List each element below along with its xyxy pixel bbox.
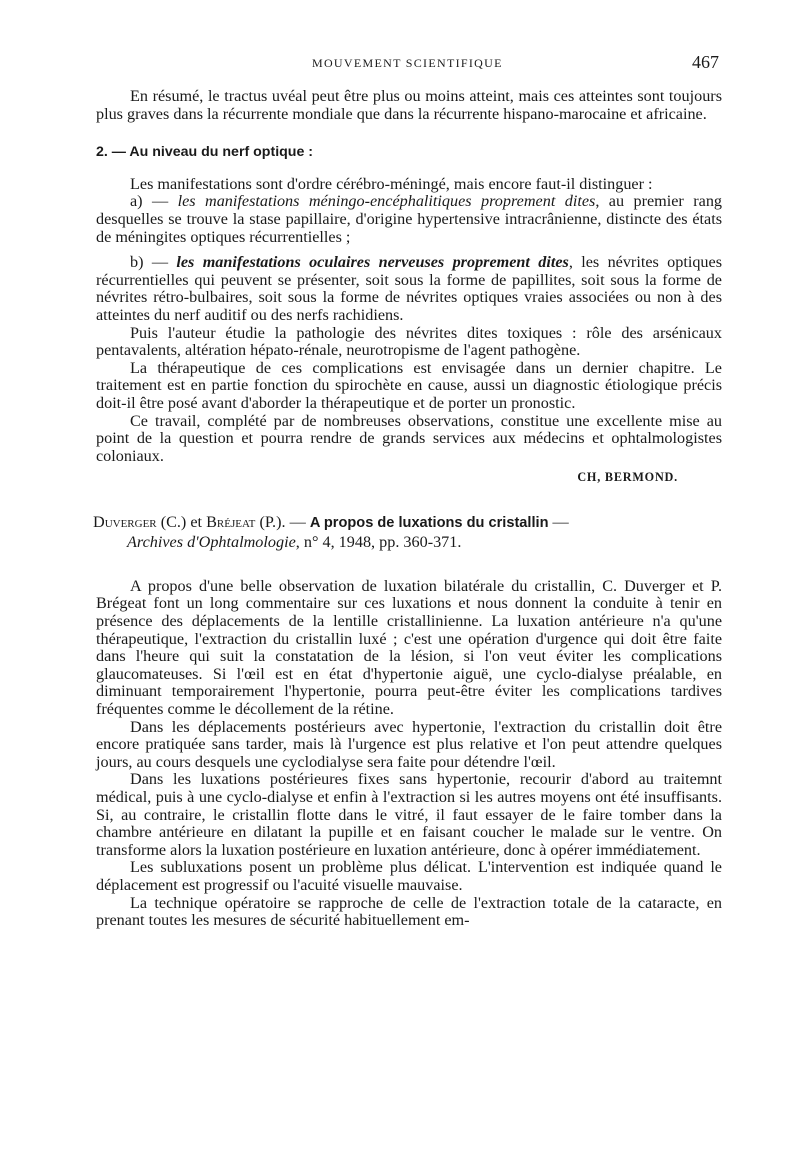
item-a-paragraph: [96, 193, 722, 246]
section-heading: 2. — Au niveau du nerf optique :: [96, 144, 314, 161]
reference-author-2-initial: (P.). —: [255, 512, 310, 531]
review-paragraph-1: A propos d'une belle observation de luxation bilatérale du cristallin, C. Duverger et P. Brégeat font un long commentaire sur ces luxations et nous donnent la conduite à tenir en présence des déplacements de la lentille cristallinienne. La luxation antérieure n'a qu'une thérapeutique, l'extraction du cristallin luxé ; c'est une opération d'urgence qui doit être faite dans l'heure qui suit la constatation de la lésion, si l'on veut éviter les complications glaucomateuses. Si l'œil est en état d'hypertonie aiguë, une cyclo-dialyse préalable, en diminuant temporairement l'hypertonie, pourra peut-être éviter les complications tardives fréquentes comme le décollement de la rétine.: [96, 576, 722, 719]
review-paragraph-3: Dans les luxations postérieures fixes sans hypertonie, recourir d'abord au traitemnt médical, puis à une cyclo-dialyse et enfin à l'extraction si les autres moyens ont été insuffisants. Si, au contraire, le cristallin flotte dans le vitré, il faut essayer de le faire tomber dans la chambre antérieure en dilatant la pupille et en faisant coucher le malade sur le ventre. On transforme alors la luxation postérieure en luxation antérieure, donc à opérer immédiatement.: [96, 770, 722, 859]
bibliographic-reference: [93, 513, 722, 552]
reference-dash: —: [548, 512, 569, 531]
item-b-title: les manifestations oculaires nerveuses proprement dites: [176, 253, 569, 272]
review-paragraph-5: La technique opératoire se rapproche de celle de l'extraction totale de la cataracte, en prenant toutes les mesures de sécurité habituellement em-: [96, 893, 722, 930]
running-title: MOUVEMENT SCIENTIFIQUE: [312, 56, 503, 70]
running-header: [0, 52, 800, 74]
reference-journal: Archives d'Ophtalmologie: [127, 532, 296, 551]
section-intro-paragraph: Les manifestations sont d'ordre cérébro-méningé, mais encore faut-il distinguer :: [130, 174, 653, 193]
item-a-text: , au premier rang desquelles se trouve la stase papillaire, d'origine hypertensive intracrânienne, distincte des états de méningites optiques récurrentielles ;: [96, 192, 723, 246]
reference-details: , n° 4, 1948, pp. 360-371.: [295, 532, 462, 551]
page-number: 467: [692, 52, 719, 72]
reference-title: A propos de luxations du cristallin: [309, 514, 549, 531]
item-a-title: les manifestations méningo-encéphalitiques proprement dites: [177, 192, 596, 211]
reference-source-line: [93, 533, 722, 552]
review-paragraph-2: Dans les déplacements postérieurs avec hypertonie, l'extraction du cristallin doit être encore pratiquée sans tarder, mais là l'urgence est plus relative et l'on peut attendre quelques jours, au cours desquels une cyclodialyse sera faite pour détendre l'œil.: [96, 717, 722, 771]
item-a-label: a) —: [130, 192, 178, 211]
toxic-neuritis-paragraph: Puis l'auteur étudie la pathologie des névrites dites toxiques : rôle des arsénicaux pentavalents, altération hépato-rénale, neurotropisme de l'agent pathogène.: [96, 323, 722, 360]
item-b-text: , les névrites optiques récurrentielles qui peuvent se présenter, soit sous la forme de papillites, soit sous la forme de névrites rétro-bulbaires, soit sous la forme de névrites optiques vraies associées ou non à des atteintes du nerf auditif ou des nerfs rachidiens.: [96, 253, 723, 324]
reference-author-1: Duverger: [93, 512, 157, 531]
conclusion-paragraph: Ce travail, complété par de nombreuses observations, constitue une excellente mise au point de la question et pourra rendre de grands services aux médecins et ophtalmologistes coloniaux.: [96, 411, 722, 465]
reference-author-2: Bréjeat: [206, 512, 256, 531]
reviewer-signature: CH, BERMOND.: [577, 470, 678, 485]
reference-author-1-initial: (C.) et: [156, 512, 207, 531]
item-b-label: b) —: [130, 253, 177, 272]
therapy-paragraph: La thérapeutique de ces complications est envisagée dans un dernier chapitre. Le traitement est en partie fonction du spirochète en cause, aussi un diagnostic étiologique précis doit-il être posé avant d'aborder la thérapeutique et de porter un pronostic.: [96, 358, 722, 412]
item-b-paragraph: [96, 254, 722, 324]
text-column: [93, 87, 723, 930]
review-paragraph-4: Les subluxations posent un problème plus délicat. L'intervention est indiquée quand le déplacement est progressif ou l'acuité visuelle mauvaise.: [96, 858, 722, 894]
summary-paragraph: En résumé, le tractus uvéal peut être plus ou moins atteint, mais ces atteintes sont toujours plus graves dans la récurrente mondiale que dans la récurrente hispano-marocaine et africaine.: [96, 87, 722, 123]
